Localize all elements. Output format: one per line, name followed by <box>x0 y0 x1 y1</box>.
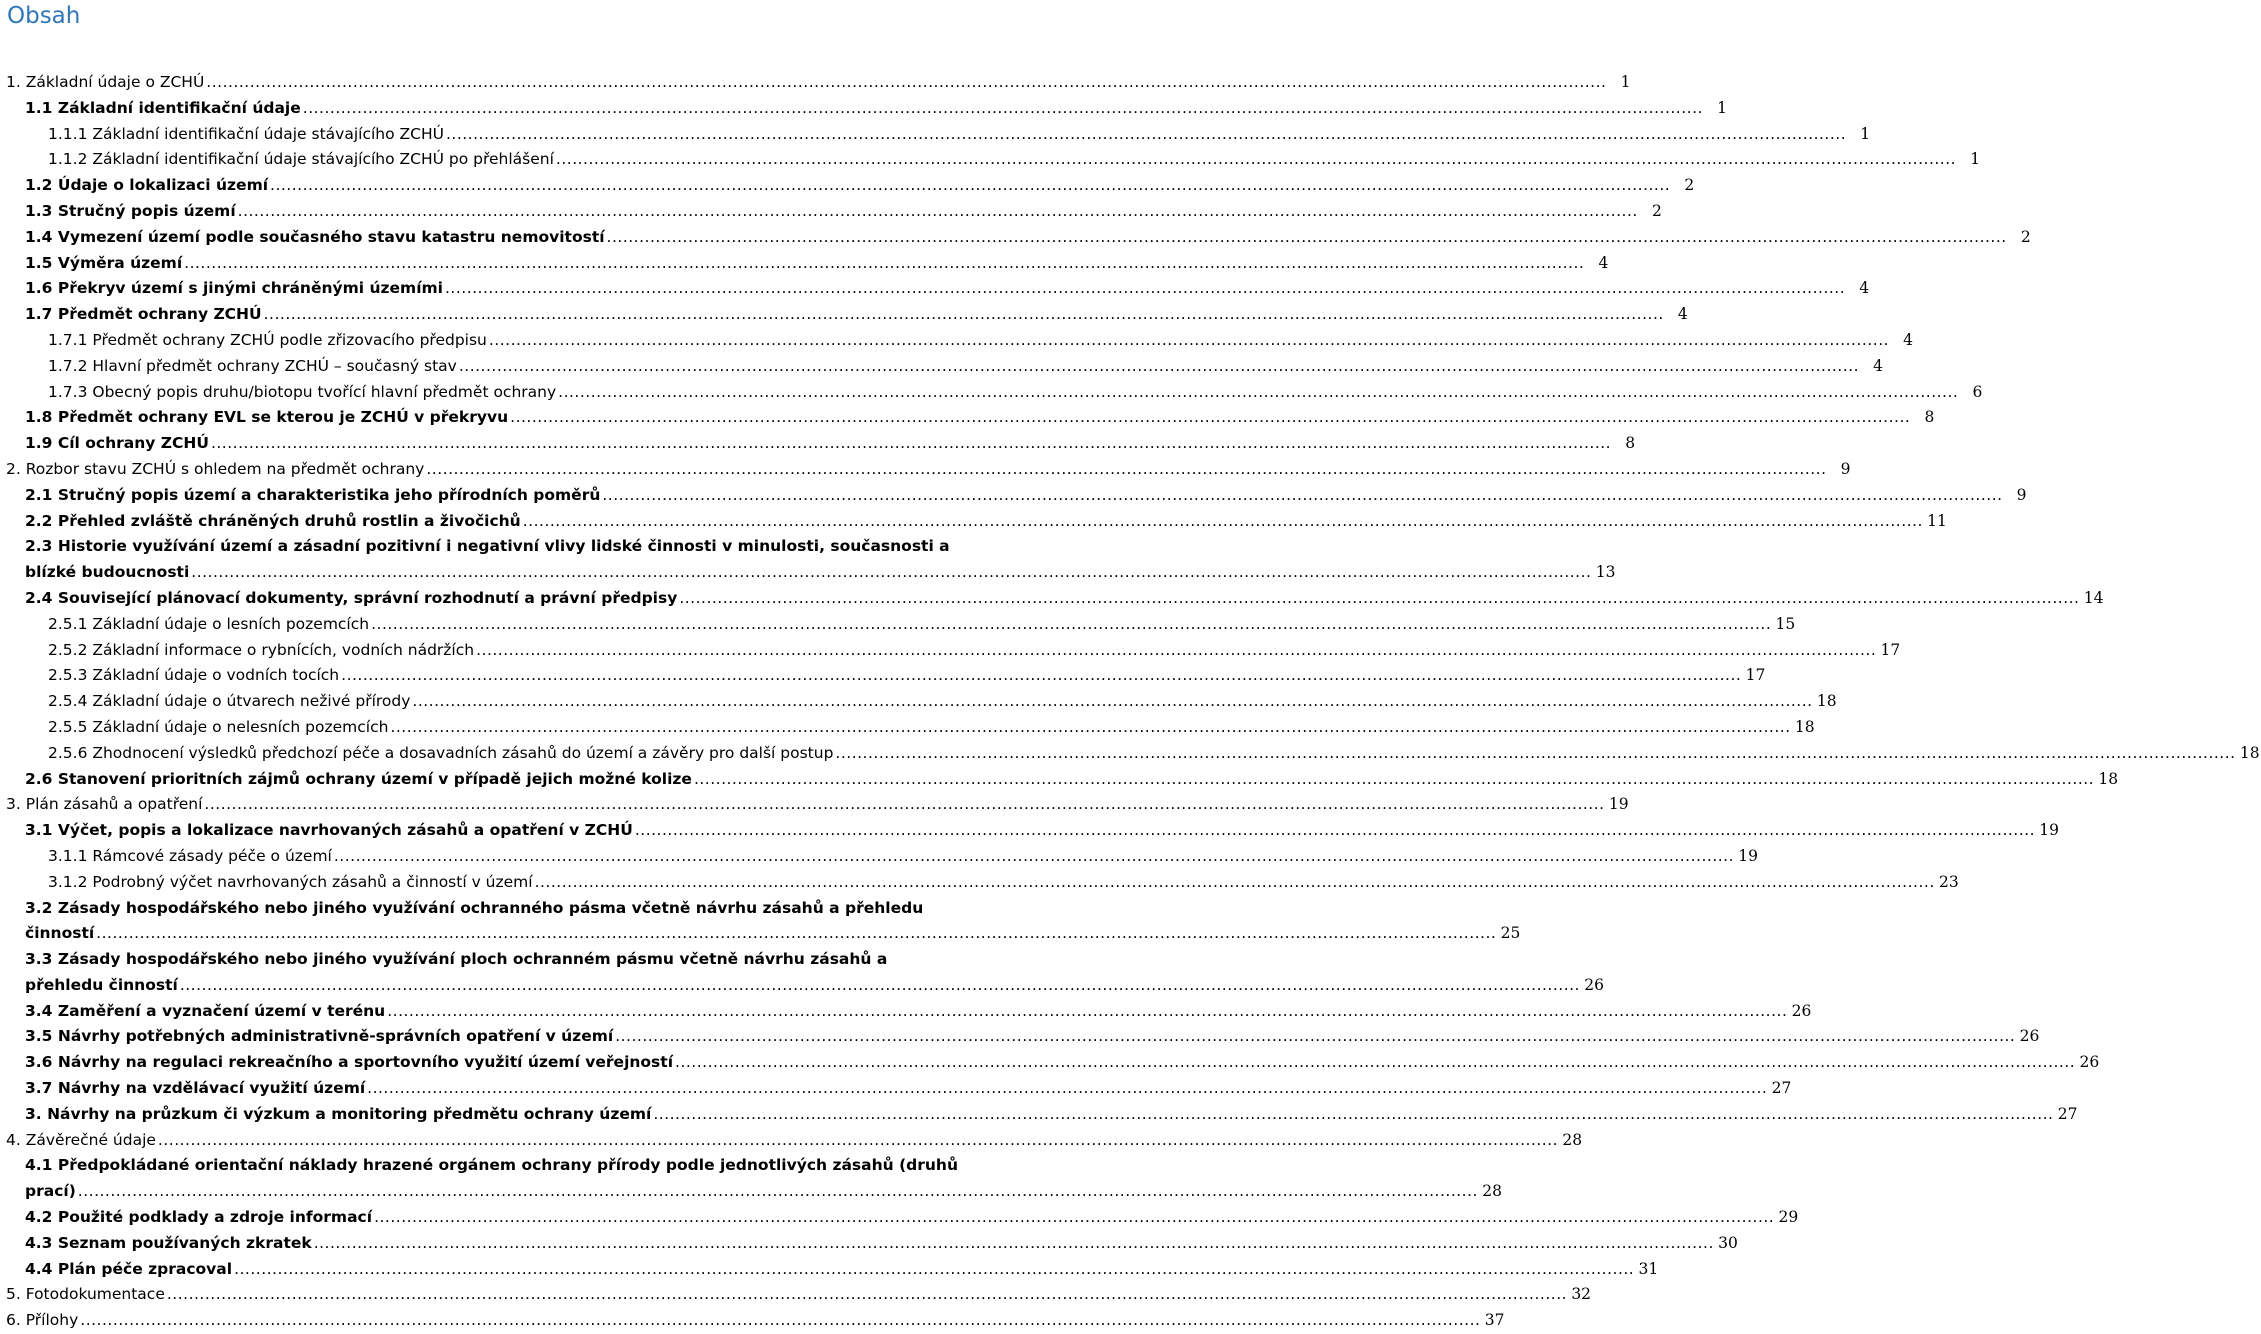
toc-page-number: 4 <box>1859 279 1870 298</box>
toc-entry[interactable] <box>0 818 2060 844</box>
toc-page-number: 1 <box>1970 150 1981 169</box>
toc-leader-dots <box>523 509 1923 535</box>
toc-page-number: 19 <box>2039 821 2060 840</box>
toc-entry[interactable] <box>0 1024 2040 1050</box>
toc-page-number: 17 <box>1745 666 1766 685</box>
toc-entry-title: 1.6 Překryv území s jinými chráněnými územími <box>25 279 443 298</box>
toc-page-number: 4 <box>1903 330 1914 349</box>
table-of-contents <box>0 70 2260 1334</box>
toc-entry-title: 3. Plán zásahů a opatření <box>6 795 203 814</box>
toc-entry[interactable] <box>0 896 1521 948</box>
toc-page-number: 30 <box>1718 1233 1738 1252</box>
toc-entry-title: 1.4 Vymezení území podle současného stavu katastru nemovitostí <box>25 227 605 246</box>
toc-entry[interactable] <box>0 1231 1738 1257</box>
toc-entry[interactable] <box>0 1050 2100 1076</box>
toc-leader-dots <box>184 251 1584 277</box>
toc-entry[interactable] <box>0 251 1609 277</box>
toc-leader-dots <box>535 870 1935 896</box>
toc-page-number: 37 <box>1484 1311 1505 1330</box>
toc-leader-dots <box>314 1231 1714 1257</box>
toc-leader-dots <box>96 921 1496 947</box>
toc-entry[interactable] <box>0 1102 2078 1128</box>
toc-leader-dots <box>390 715 1790 741</box>
toc-page-number: 27 <box>1771 1079 1792 1098</box>
toc-entry[interactable] <box>0 431 1636 457</box>
toc-entry[interactable] <box>0 483 2027 509</box>
toc-leader-dots <box>180 973 1580 999</box>
toc-entry-title-continued: prací) <box>25 1182 76 1201</box>
toc-page-number: 18 <box>1816 692 1837 711</box>
toc-leader-dots <box>167 1282 1567 1308</box>
toc-leader-dots <box>264 302 1664 328</box>
toc-page-number: 4 <box>1873 356 1884 375</box>
toc-page-number: 26 <box>2079 1053 2100 1072</box>
toc-entry[interactable] <box>0 405 1935 431</box>
toc-page-number: 15 <box>1775 614 1796 633</box>
toc-page-number: 2 <box>1684 176 1695 195</box>
toc-page-number: 9 <box>1840 459 1851 478</box>
toc-entry[interactable] <box>0 1308 1505 1334</box>
toc-leader-dots <box>211 431 1611 457</box>
toc-entry-title: 1.7.2 Hlavní předmět ochrany ZCHÚ – současný stav <box>48 356 457 375</box>
toc-leader-dots <box>459 354 1859 380</box>
toc-leader-dots <box>607 225 2007 251</box>
toc-leader-dots <box>694 767 2094 793</box>
toc-leader-dots <box>374 1205 1774 1231</box>
toc-entry[interactable] <box>0 999 1812 1025</box>
toc-page-number: 28 <box>1562 1130 1583 1149</box>
toc-page-number: 4 <box>1677 305 1688 324</box>
toc-entry-title: 2.3 Historie využívání území a zásadní pozitivní i negativní vlivy lidské činnosti v minulosti, současnosti a <box>25 537 950 556</box>
toc-page-number: 27 <box>2057 1104 2078 1123</box>
toc-page-number: 8 <box>1625 434 1636 453</box>
toc-entry-title: 2.2 Přehled zvláště chráněných druhů rostlin a živočichů <box>25 511 521 530</box>
toc-page-number: 25 <box>1500 924 1521 943</box>
toc-entry-title: 1.1.1 Základní identifikační údaje stávajícího ZCHÚ <box>48 124 444 143</box>
toc-entry-title: 4.2 Použité podklady a zdroje informací <box>25 1208 373 1227</box>
toc-page-number: 17 <box>1880 640 1901 659</box>
toc-entry[interactable] <box>0 354 1884 380</box>
toc-entry[interactable] <box>0 122 1871 148</box>
toc-leader-dots <box>78 1179 1478 1205</box>
toc-page-number: 26 <box>1791 1001 1812 1020</box>
toc-page-number: 26 <box>1584 975 1604 994</box>
toc-entry-title: 1.2 Údaje o lokalizaci území <box>25 176 269 195</box>
toc-leader-dots <box>191 560 1591 586</box>
toc-entry-title: 3. Návrhy na průzkum či výzkum a monitoring předmětu ochrany území <box>25 1104 652 1123</box>
toc-entry-title: 2.5.1 Základní údaje o lesních pozemcích <box>48 614 370 633</box>
toc-leader-dots <box>635 818 2035 844</box>
toc-entry[interactable] <box>0 276 1870 302</box>
toc-entry[interactable] <box>0 173 1695 199</box>
toc-leader-dots <box>412 689 1812 715</box>
toc-entry-title: 2.5.6 Zhodnocení výsledků předchozí péče a dosavadních zásahů do území a závěry pro další postup <box>48 743 834 762</box>
toc-leader-dots <box>206 70 1606 96</box>
toc-leader-dots <box>387 999 1787 1025</box>
toc-entry[interactable] <box>0 792 1629 818</box>
toc-page-number: 14 <box>2083 588 2104 607</box>
toc-entry-title: 1.1.2 Základní identifikační údaje stávajícího ZCHÚ po přehlášení <box>48 150 554 169</box>
toc-entry[interactable] <box>0 1205 1799 1231</box>
toc-entry[interactable] <box>0 328 1914 354</box>
toc-entry[interactable] <box>0 1128 1583 1154</box>
toc-leader-dots <box>341 663 1741 689</box>
toc-entry[interactable] <box>0 1153 1502 1205</box>
toc-entry[interactable] <box>0 844 1759 870</box>
toc-leader-dots <box>445 276 1845 302</box>
toc-leader-dots <box>303 96 1703 122</box>
toc-entry[interactable] <box>0 870 1959 896</box>
toc-leader-dots <box>270 173 1670 199</box>
toc-page-number: 23 <box>1939 872 1959 891</box>
toc-leader-dots <box>675 1050 2075 1076</box>
toc-entry-title: 2.5.2 Základní informace o rybnících, vodních nádržích <box>48 640 475 659</box>
toc-entry-title: 3.7 Návrhy na vzdělávací využití území <box>25 1079 366 1098</box>
toc-entry[interactable] <box>0 638 1901 664</box>
toc-entry-title: 4.4 Plán péče zpracoval <box>25 1259 233 1278</box>
toc-entry[interactable] <box>0 457 1851 483</box>
toc-page-number: 19 <box>1608 795 1629 814</box>
toc-entry-title-continued: blízké budoucnosti <box>25 563 190 582</box>
toc-page-number: 18 <box>2239 743 2260 762</box>
toc-entry-title: 3.2 Zásady hospodářského nebo jiného využívání ochranného pásma včetně návrhu zásahů a přehledu <box>25 898 924 917</box>
toc-entry-title: 4.1 Předpokládané orientační náklady hrazené orgánem ochrany přírody podle jednotlivých zásahů (druhů <box>25 1156 959 1175</box>
toc-leader-dots <box>426 457 1826 483</box>
toc-page-number: 28 <box>1482 1182 1502 1201</box>
toc-entry[interactable] <box>0 1076 1792 1102</box>
toc-page-number: 31 <box>1638 1259 1659 1278</box>
toc-page-number: 2 <box>2020 227 2031 246</box>
toc-page-number: 18 <box>1794 717 1815 736</box>
toc-entry-title: 1.9 Cíl ochrany ZCHÚ <box>25 434 209 453</box>
toc-leader-dots <box>476 638 1876 664</box>
toc-leader-dots <box>334 844 1734 870</box>
toc-entry-title: 1.5 Výměra území <box>25 253 183 272</box>
toc-entry-title: 1.8 Předmět ochrany EVL se kterou je ZCHÚ v překryvu <box>25 408 509 427</box>
toc-entry[interactable] <box>0 509 1947 535</box>
toc-entry-title: 2.5.4 Základní údaje o útvarech neživé přírody <box>48 692 411 711</box>
toc-entry[interactable] <box>0 689 1837 715</box>
toc-entry-title: 4. Závěrečné údaje <box>6 1130 156 1149</box>
toc-entry-title: 3.5 Návrhy potřebných administrativně-správních opatření v území <box>25 1027 614 1046</box>
toc-entry-title: 3.3 Zásady hospodářského nebo jiného využívání ploch ochranném pásmu včetně návrhu zásahů a <box>25 950 888 969</box>
toc-page-number: 29 <box>1778 1208 1799 1227</box>
toc-entry[interactable] <box>0 199 1662 225</box>
toc-page-number: 9 <box>2016 485 2027 504</box>
toc-entry[interactable] <box>0 715 1815 741</box>
toc-entry[interactable] <box>0 612 1796 638</box>
toc-entry-title: 2. Rozbor stavu ZCHÚ s ohledem na předmět ochrany <box>6 459 425 478</box>
toc-entry-title-continued: přehledu činností <box>25 975 178 994</box>
toc-page-number: 1 <box>1860 124 1871 143</box>
toc-entry[interactable] <box>0 534 1616 586</box>
toc-entry[interactable] <box>0 96 1727 122</box>
toc-entry[interactable] <box>0 586 2104 612</box>
toc-entry[interactable] <box>0 767 2119 793</box>
toc-entry-title: 1.7 Předmět ochrany ZCHÚ <box>25 305 262 324</box>
toc-entry-title: 1.3 Stručný popis území <box>25 201 236 220</box>
toc-entry[interactable] <box>0 1282 1592 1308</box>
toc-leader-dots <box>158 1128 1558 1154</box>
toc-entry-title: 2.4 Související plánovací dokumenty, správní rozhodnutí a právní předpisy <box>25 588 678 607</box>
toc-leader-dots <box>367 1076 1767 1102</box>
toc-entry-title: 5. Fotodokumentace <box>6 1285 165 1304</box>
toc-page-number: 8 <box>1924 408 1935 427</box>
toc-page-number: 13 <box>1595 563 1616 582</box>
toc-entry-title-continued: činností <box>25 924 95 943</box>
toc-entry[interactable] <box>0 741 2260 767</box>
toc-leader-dots <box>835 741 2235 767</box>
toc-entry-title: 1.7.1 Předmět ochrany ZCHÚ podle zřizovacího předpisu <box>48 330 487 349</box>
toc-entry-title: 2.6 Stanovení prioritních zájmů ochrany území v případě jejich možné kolize <box>25 769 692 788</box>
toc-entry[interactable] <box>0 302 1688 328</box>
toc-entry-title: 3.1.1 Rámcové zásady péče o území <box>48 846 332 865</box>
toc-leader-dots <box>653 1102 2053 1128</box>
toc-entry[interactable] <box>0 225 2031 251</box>
toc-entry-title: 2.5.3 Základní údaje o vodních tocích <box>48 666 340 685</box>
toc-page-number: 26 <box>2019 1027 2040 1046</box>
toc-entry-title: 3.1 Výčet, popis a lokalizace navrhovaných zásahů a opatření v ZCHÚ <box>25 821 633 840</box>
page-title: Obsah <box>7 3 81 29</box>
toc-leader-dots <box>446 122 1846 148</box>
toc-page-number: 2 <box>1651 201 1662 220</box>
toc-leader-dots <box>615 1024 2015 1050</box>
toc-entry-title: 3.6 Návrhy na regulaci rekreačního a sportovního využití území veřejností <box>25 1053 674 1072</box>
toc-entry[interactable] <box>0 70 1631 96</box>
toc-entry-title: 6. Přílohy <box>6 1311 79 1330</box>
toc-page-number: 11 <box>1927 511 1947 530</box>
toc-page-number: 18 <box>2098 769 2119 788</box>
toc-entry[interactable] <box>0 147 1981 173</box>
toc-entry[interactable] <box>0 380 1983 406</box>
toc-entry[interactable] <box>0 1257 1659 1283</box>
toc-entry-title: 3.4 Zaměření a vyznačení území v terénu <box>25 1001 386 1020</box>
toc-leader-dots <box>371 612 1771 638</box>
toc-leader-dots <box>602 483 2002 509</box>
toc-leader-dots <box>204 792 1604 818</box>
toc-leader-dots <box>80 1308 1480 1334</box>
toc-entry-title: 1. Základní údaje o ZCHÚ <box>6 73 205 91</box>
toc-entry-title: 1.1 Základní identifikační údaje <box>25 98 301 117</box>
toc-leader-dots <box>234 1257 1634 1283</box>
toc-entry-title: 2.1 Stručný popis území a charakteristika jeho přírodních poměrů <box>25 485 601 504</box>
toc-entry-title: 3.1.2 Podrobný výčet navrhovaných zásahů a činností v území <box>48 872 533 891</box>
toc-page-number: 1 <box>1620 73 1631 91</box>
toc-entry-title: 1.7.3 Obecný popis druhu/biotopu tvořící hlavní předmět ochrany <box>48 382 557 401</box>
toc-entry-title: 4.3 Seznam používaných zkratek <box>25 1233 312 1252</box>
toc-page-number: 4 <box>1598 253 1609 272</box>
toc-leader-dots <box>238 199 1638 225</box>
toc-leader-dots <box>510 405 1910 431</box>
toc-page-number: 32 <box>1571 1285 1592 1304</box>
toc-page-number: 6 <box>1972 382 1983 401</box>
toc-entry[interactable] <box>0 947 1604 999</box>
toc-leader-dots <box>679 586 2079 612</box>
toc-leader-dots <box>556 147 1956 173</box>
toc-leader-dots <box>489 328 1889 354</box>
toc-entry[interactable] <box>0 663 1766 689</box>
toc-leader-dots <box>558 380 1958 406</box>
toc-entry-title: 2.5.5 Základní údaje o nelesních pozemcích <box>48 717 389 736</box>
toc-page-number: 1 <box>1717 98 1727 117</box>
toc-page-number: 19 <box>1738 846 1759 865</box>
